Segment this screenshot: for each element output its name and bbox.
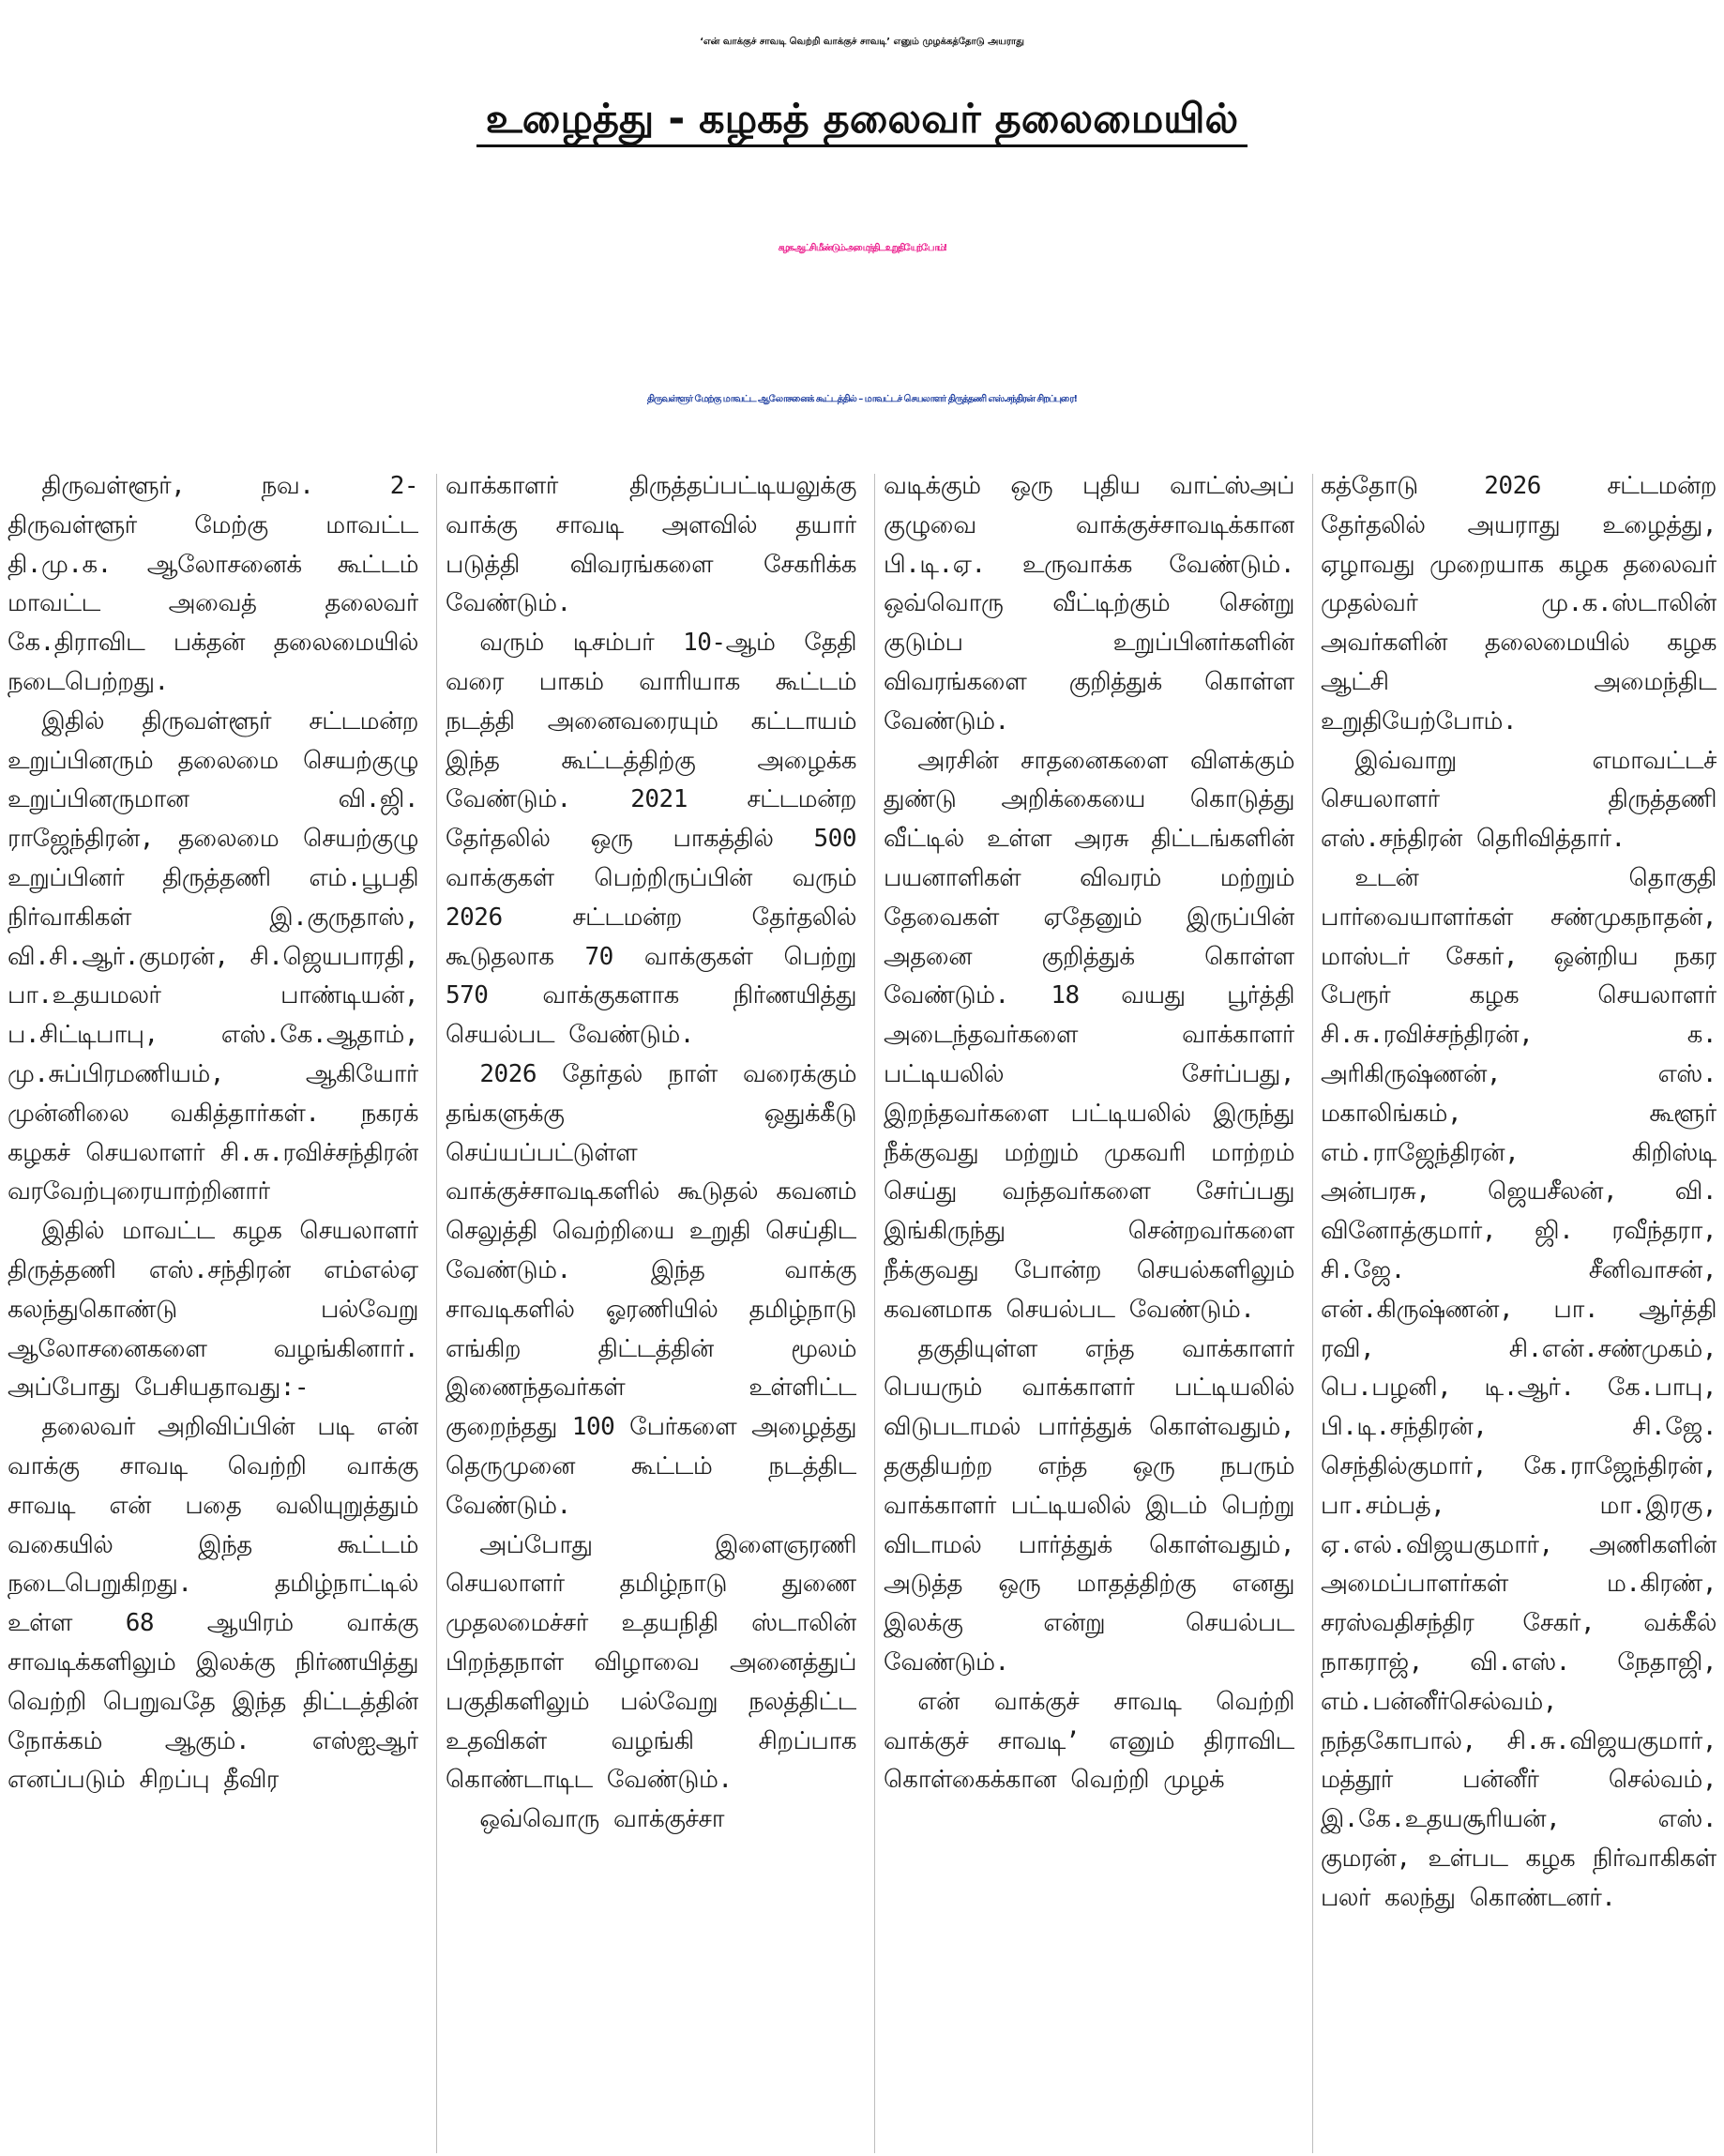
paragraph: இவ்வாறு எமாவட்டச் செயலாளர் திருத்தணி எஸ்.சந்திரன் தெரிவித்தார். (1321, 746, 1716, 854)
paragraph: வரும் டிசம்பர் 10-ஆம் தேதி வரை பாகம் வாரியாக கூட்டம் நடத்தி அனைவரையும் கட்டாயம் இந்த கூட்டத்திற்கு அழைக்க வேண்டும். 2021 சட்டமன்ற தேர்தலில் ஒரு பாகத்தில் 500 வாக்குகள் பெற்றிருப்பின் வரும் 2026 சட்டமன்ற தேர்தலில் கூடுதலாக 70 வாக்குகள் பெற்று 570 வாக்குகளாக நிர்ணயித்து செயல்பட வேண்டும். (446, 629, 856, 1050)
paragraph: கத்தோடு 2026 சட்டமன்ற தேர்தலில் அயராது உழைத்து, ஏழாவது முறையாக கழக தலைவர் முதல்வர் மு.க.ஸ்டாலின் அவர்களின் தலைமையில் கழக ஆட்சி அமைந்திட உறுதியேற்போம். (1321, 472, 1716, 736)
paragraph: வாக்காளர் திருத்தப்பட்டியலுக்கு வாக்கு சாவடி அளவில் தயார் படுத்தி விவரங்களை சேகரிக்க வேண்டும். (446, 472, 856, 618)
subheadline: திருவள்ளூர் மேற்கு மாவட்ட ஆலோசனைக் கூட்டத்தில் – மாவட்டச் செயலாளர் திருத்தணி எஸ்.சந்திரன் சிறப்புரை! (646, 394, 1078, 404)
paragraph: தகுதியுள்ள எந்த வாக்காளர் பெயரும் வாக்காளர் பட்டியலில் விடுபடாமல் பார்த்துக் கொள்வதும், தகுதியற்ற எந்த ஒரு நபரும் வாக்காளர் பட்டியலில் இடம் பெற்று விடாமல் பார்த்துக் கொள்வதும், அடுத்த ஒரு மாதத்திற்கு எனது இலக்கு என்று செயல்பட வேண்டும். (884, 1334, 1294, 1677)
paragraph: அரசின் சாதனைகளை விளக்கும் துண்டு அறிக்கையை கொடுத்து வீட்டில் உள்ள அரசு திட்டங்களின் பயனாளிகள் விவரம் மற்றும் தேவைகள் ஏதேனும் இருப்பின் அதனை குறித்துக் கொள்ள வேண்டும். 18 வயது பூர்த்தி அடைந்தவர்களை வாக்காளர் பட்டியலில் சேர்ப்பது, இறந்தவர்களை பட்டியலில் இருந்து நீக்குவது மற்றும் முகவரி மாற்றம் செய்து வந்தவர்களை சேர்ப்பது இங்கிருந்து சென்றவர்களை நீக்குவது போன்ற செயல்களிலும் கவனமாக செயல்பட வேண்டும். (884, 746, 1294, 1324)
paragraph: 2026 தேர்தல் நாள் வரைக்கும் தங்களுக்கு ஒதுக்கீடு செய்யப்பட்டுள்ள வாக்குச்சாவடிகளில் கூடுதல் கவனம் செலுத்தி வெற்றியை உறுதி செய்திட வேண்டும். இந்த வாக்கு சாவடிகளில் ஓரணியில் தமிழ்நாடு எங்கிற திட்டத்தின் மூலம் இணைந்தவர்கள் உள்ளிட்ட குறைந்தது 100 பேர்களை அழைத்து தெருமுனை கூட்டம் நடத்திட வேண்டும். (446, 1059, 856, 1520)
paragraph: தலைவர் அறிவிப்பின் படி என் வாக்கு சாவடி வெற்றி வாக்கு சாவடி என் பதை வலியுறுத்தும் வகையில் இந்த கூட்டம் நடைபெறுகிறது. தமிழ்நாட்டில் உள்ள 68 ஆயிரம் வாக்கு சாவடிக்களிலும் இலக்கு நிர்ணயித்து வெற்றி பெறுவதே இந்த திட்டத்தின் நோக்கம் ஆகும். எஸ்ஐஆர் எனப்படும் சிறப்பு தீவிர (8, 1413, 418, 1795)
column-2 (446, 467, 856, 2152)
column-3 (884, 467, 1294, 2152)
kicker-line-2-text: உழைத்து - கழகத் தலைவர் தலைமையில் (476, 96, 1248, 147)
paragraph: இதில் திருவள்ளூர் சட்டமன்ற உறுப்பினரும் தலைமை செயற்குழு உறுப்பினருமான வி.ஜி. ராஜேந்திரன், தலைமை செயற்குழு உறுப்பினர் திருத்தணி எம்.பூபதி நிர்வாகிகள் இ.குருதாஸ், வி.சி.ஆர்.குமரன், சி.ஜெயபாரதி, பா.உதயமலர் பாண்டியன், ப.சிட்டிபாபு, எஸ்.கே.ஆதாம், மு.சுப்பிரமணியம், ஆகியோர் முன்னிலை வகித்தார்கள். நகரக் கழகச் செயலாளர் சி.சு.ரவிச்சந்திரன் வரவேற்புரையாற்றினார் (8, 706, 418, 1207)
column-1 (8, 467, 418, 2152)
paragraph: திருவள்ளூர், நவ. 2- திருவள்ளூர் மேற்கு மாவட்ட தி.மு.க. ஆலோசனைக் கூட்டம் மாவட்ட அவைத் தலைவர் கே.திராவிட பக்தன் தலைமையில் நடைபெற்றது. (8, 472, 418, 696)
paragraph: அப்போது இளைஞரணி செயலாளர் தமிழ்நாடு துணை முதலமைச்சர் உதயநிதி ஸ்டாலின் பிறந்தநாள் விழாவை அனைத்துப் பகுதிகளிலும் பல்வேறு நலத்திட்ட உதவிகள் வழங்கி சிறப்பாக கொண்டாடிட வேண்டும். (446, 1530, 856, 1795)
paragraph: ஒவ்வொரு வாக்குச்சா (479, 1805, 724, 1834)
article-body (8, 467, 1716, 2152)
paragraph: உடன் தொகுதி பார்வையாளர்கள் சண்முகநாதன், மாஸ்டர் சேகர், ஒன்றிய நகர பேரூர் கழக செயலாளர் சி.சு.ரவிச்சந்திரன், க. அரிகிருஷ்ணன், எஸ். மகாலிங்கம், கூளூர் எம்.ராஜேந்திரன், கிறிஸ்டி அன்பரசு, ஜெயசீலன், வி. வினோத்குமார், ஜி. ரவீந்தரா, சி.ஜே. சீனிவாசன், என்.கிருஷ்ணன், பா. ஆர்த்தி ரவி, சி.என்.சண்முகம், பெ.பழனி, டி.ஆர். கே.பாபு, பி.டி.சந்திரன், சி.ஜே. செந்தில்குமார், கே.ராஜேந்திரன், பா.சம்பத், மா.இரகு, ஏ.எல்.விஜயகுமார், அணிகளின் அமைப்பாளர்கள் ம.கிரண், சரஸ்வதிசந்திர சேகர், வக்கீல் நாகராஜ், வி.எஸ். நேதாஜி, எம்.பன்னீர்செல்வம், நந்தகோபால், சி.சு.விஜயகுமார், மத்தூர் பன்னீர் செல்வம், இ.கே.உதயசூரியன், எஸ். குமரன், உள்பட கழக நிர்வாகிகள் பலர் கலந்து கொண்டனர். (1321, 863, 1716, 1912)
column-4 (1321, 467, 1716, 2152)
paragraph: வடிக்கும் ஒரு புதிய வாட்ஸ்அப் குழுவை வாக்குச்சாவடிக்கான பி.டி.ஏ. உருவாக்க வேண்டும். ஒவ்வொரு வீட்டிற்கும் சென்று குடும்ப உறுப்பினர்களின் விவரங்களை குறித்துக் கொள்ள வேண்டும். (884, 472, 1294, 736)
kicker-line-2 (0, 90, 1724, 148)
paragraph: என் வாக்குச் சாவடி வெற்றி வாக்குச் சாவடி’ எனும் திராவிட கொள்கைக்கான வெற்றி முழக் (884, 1687, 1294, 1795)
kicker-line-1: ‘என் வாக்குச் சாவடி வெற்றி வாக்குச் சாவடி’ எனும் முழக்கத்தோடு அயராது (700, 37, 1024, 47)
paragraph: இதில் மாவட்ட கழக செயலாளர் திருத்தணி எஸ்.சந்திரன் எம்எல்ஏ கலந்துகொண்டு பல்வேறு ஆலோசனைகளை வழங்கினார். அப்போது பேசியதாவது:- (8, 1217, 418, 1403)
headline: கழக ஆட்சி மீண்டும் அமைந்திட உறுதியேற்போம்! (778, 243, 946, 253)
